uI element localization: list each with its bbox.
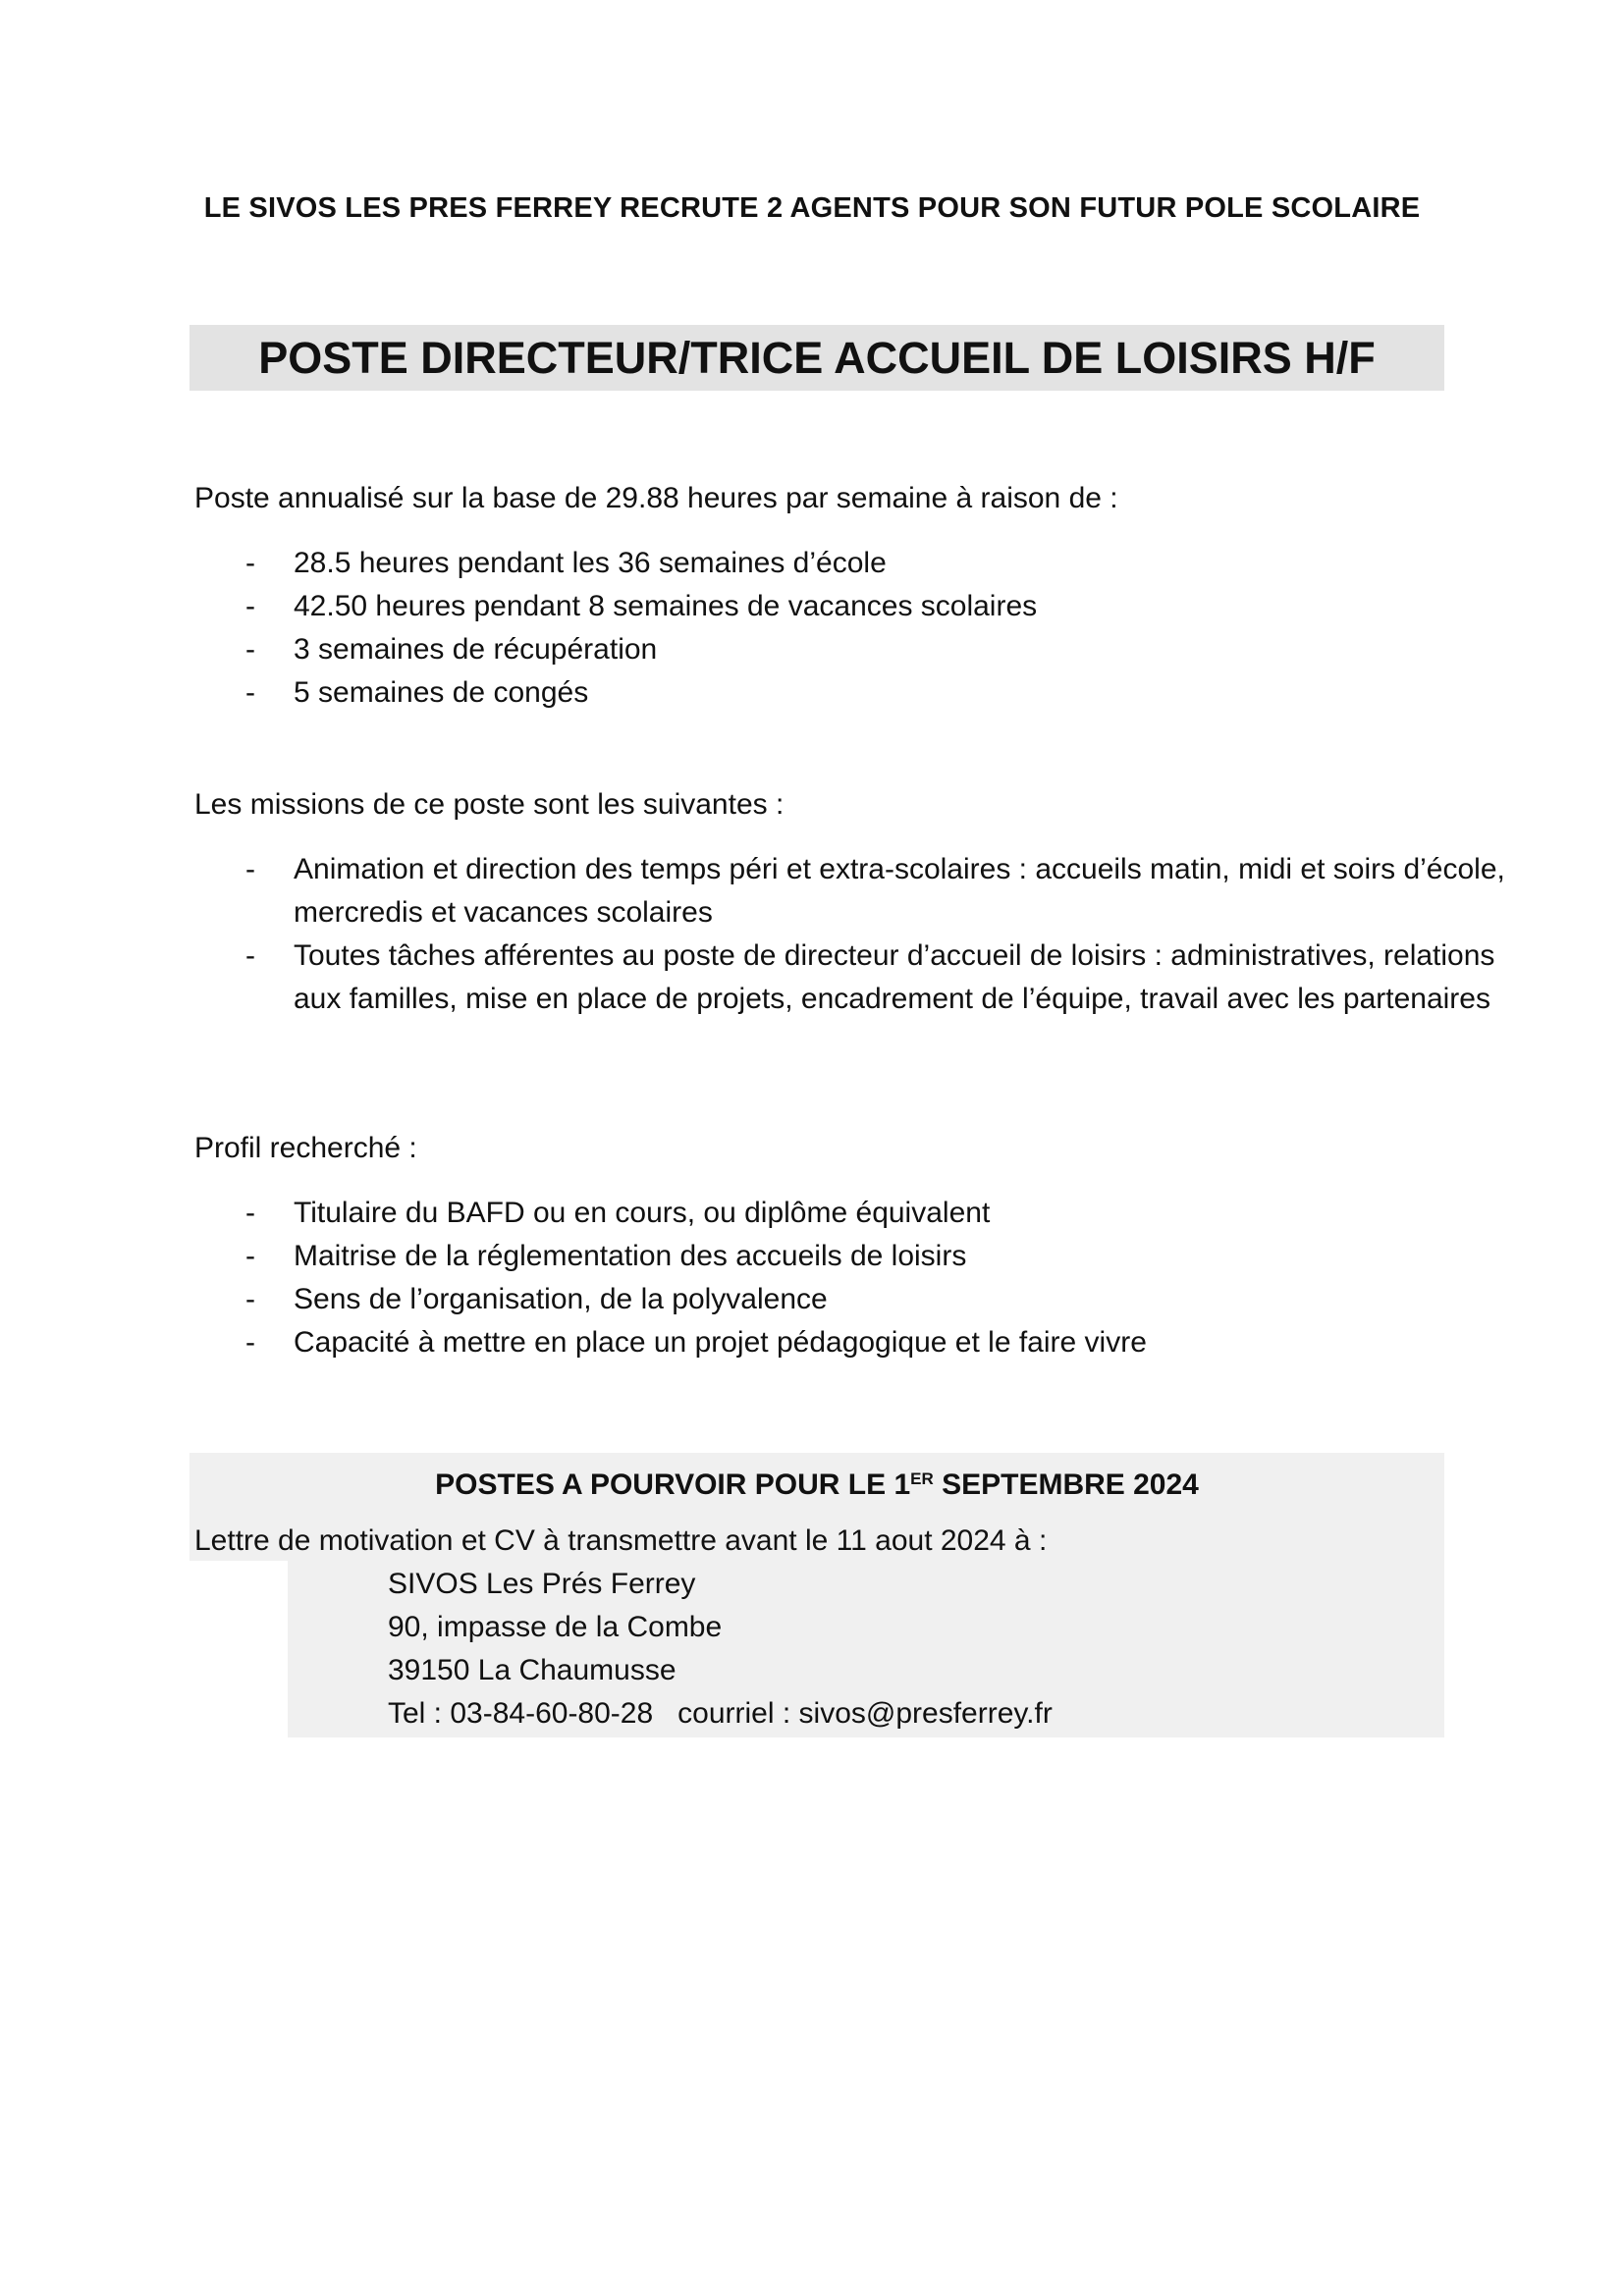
profile-section [194,1127,1471,1364]
bullet-dash: - [245,1283,255,1315]
list-item: - Capacité à mettre en place un projet pédagogique et le faire vivre [194,1321,1540,1364]
address-contact: Tel : 03-84-60-80-28 courriel : sivos@presferrey.fr [388,1697,1053,1730]
list-item: - 3 semaines de récupération [194,628,1540,671]
profile-intro: Profil recherché : [194,1132,417,1164]
missions-list [194,848,1505,1021]
list-item: - 28.5 heures pendant les 36 semaines d’école [194,542,1540,585]
ordinal-superscript: ER [910,1469,934,1488]
missions-section [194,783,1505,1021]
list-item: - Toutes tâches afférentes au poste de directeur d’accueil de loisirs : administratives, relations aux familles, mise en place de projets, encadrement de l’équipe, travail avec les partenaires [194,934,1540,1021]
bullet-dash: - [245,547,255,579]
bullet-dash: - [245,1326,255,1359]
schedule-list [194,542,1471,715]
bullet-dash: - [245,939,255,972]
contact-address [388,1563,1053,1735]
list-item: - Maitrise de la réglementation des accueils de loisirs [194,1235,1540,1278]
bullet-dash: - [245,676,255,709]
recruitment-heading: LE SIVOS LES PRES FERREY RECRUTE 2 AGENTS POUR SON FUTUR POLE SCOLAIRE [203,192,1421,224]
schedule-section [194,477,1471,715]
bullet-dash: - [245,1240,255,1272]
bullet-dash: - [245,1197,255,1229]
list-item: - Animation et direction des temps péri et extra-scolaires : accueils matin, midi et soirs d’école, mercredis et vacances scolaires [194,848,1540,934]
positions-title: POSTES A POURVOIR POUR LE 1ER SEPTEMBRE 2024 [435,1468,1199,1501]
bullet-dash: - [245,853,255,885]
list-item: - Titulaire du BAFD ou en cours, ou diplôme équivalent [194,1192,1540,1235]
address-org: SIVOS Les Prés Ferrey [388,1568,696,1600]
job-title-banner [189,325,1444,391]
bullet-dash: - [245,633,255,666]
bullet-dash: - [245,590,255,622]
schedule-intro: Poste annualisé sur la base de 29.88 heures par semaine à raison de : [194,482,1118,514]
list-item: - 5 semaines de congés [194,671,1540,715]
missions-intro: Les missions de ce poste sont les suivantes : [194,788,785,821]
list-item: - Sens de l’organisation, de la polyvalence [194,1278,1540,1321]
address-street: 90, impasse de la Combe [388,1611,723,1643]
list-item: - 42.50 heures pendant 8 semaines de vacances scolaires [194,585,1540,628]
profile-list [194,1192,1471,1364]
job-title: POSTE DIRECTEUR/TRICE ACCUEIL DE LOISIRS H/F [258,333,1376,383]
apply-instructions: Lettre de motivation et CV à transmettre avant le 11 aout 2024 à : [194,1524,1048,1557]
address-city: 39150 La Chaumusse [388,1654,677,1686]
